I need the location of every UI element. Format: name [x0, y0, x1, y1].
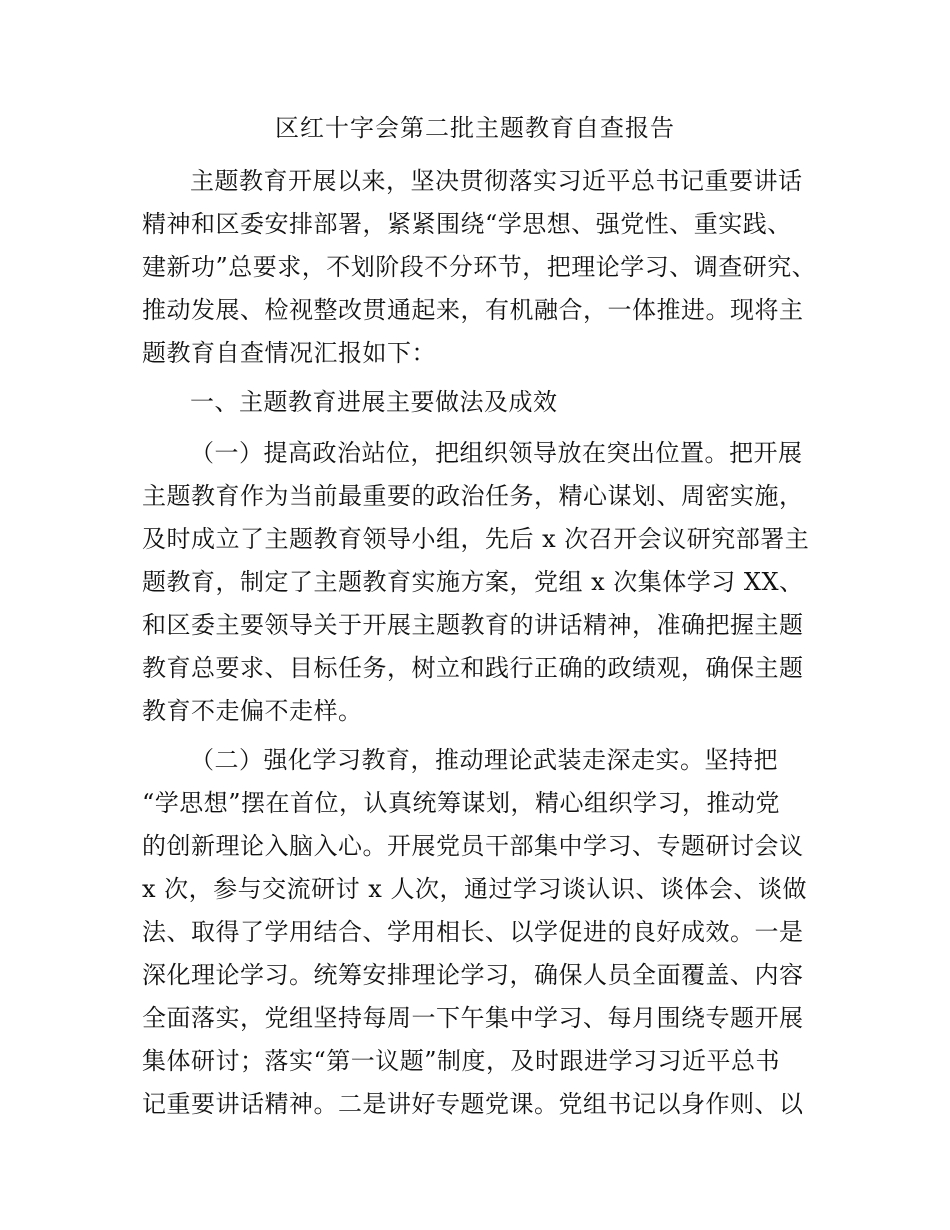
paragraph-line: 深化理论学习。统筹安排理论学习，确保人员全面覆盖、内容 [142, 961, 804, 989]
paragraph-line: 推动发展、检视整改贯通起来，有机融合，一体推进。现将主 [142, 296, 804, 324]
paragraph-line: 法、取得了学用结合、学用相长、以学促进的良好成效。一是 [142, 918, 804, 946]
paragraph-line: 记重要讲话精神。二是讲好专题党课。党组书记以身作则、以 [142, 1090, 804, 1118]
paragraph-line: 教育总要求、目标任务，树立和践行正确的政绩观，确保主题 [142, 654, 804, 682]
paragraph-line: x 次，参与交流研讨 x 人次，通过学习谈认识、谈体会、谈做 [142, 875, 807, 903]
paragraph-line: 全面落实，党组坚持每周一下午集中学习、每月围绕专题开展 [142, 1004, 804, 1032]
paragraph-line: “学思想”摆在首位，认真统筹谋划，精心组织学习，推动党 [142, 789, 781, 817]
paragraph-line: 集体研讨；落实“第一议题”制度，及时跟进学习习近平总书 [142, 1047, 781, 1075]
paragraph-line: 和区委主要领导关于开展主题教育的讲话精神，准确把握主题 [142, 611, 804, 639]
section-heading: 一、主题教育进展主要做法及成效 [190, 388, 558, 416]
paragraph-line: 及时成立了主题教育领导小组，先后 x 次召开会议研究部署主 [142, 525, 810, 553]
paragraph-line: 建新功”总要求，不划阶段不分环节，把理论学习、调查研究、 [142, 253, 817, 281]
paragraph-line: （二）强化学习教育，推动理论武装走深走实。坚持把 [190, 746, 778, 774]
paragraph-line: 主题教育开展以来，坚决贯彻落实习近平总书记重要讲话 [190, 167, 803, 195]
paragraph-line: （一）提高政治站位，把组织领导放在突出位置。把开展 [190, 439, 803, 467]
document-title: 区红十字会第二批主题教育自查报告 [275, 114, 675, 142]
paragraph-line: 精神和区委安排部署，紧紧围绕“学思想、强党性、重实践、 [142, 210, 792, 238]
paragraph-line: 题教育自查情况汇报如下： [142, 339, 436, 367]
paragraph-line: 主题教育作为当前最重要的政治任务，精心谋划、周密实施， [142, 482, 804, 510]
paragraph-line: 教育不走偏不走样。 [142, 697, 363, 725]
paragraph-line: 题教育，制定了主题教育实施方案，党组 x 次集体学习 XX、 [142, 568, 804, 596]
paragraph-line: 的创新理论入脑入心。开展党员干部集中学习、专题研讨会议 [142, 832, 804, 860]
